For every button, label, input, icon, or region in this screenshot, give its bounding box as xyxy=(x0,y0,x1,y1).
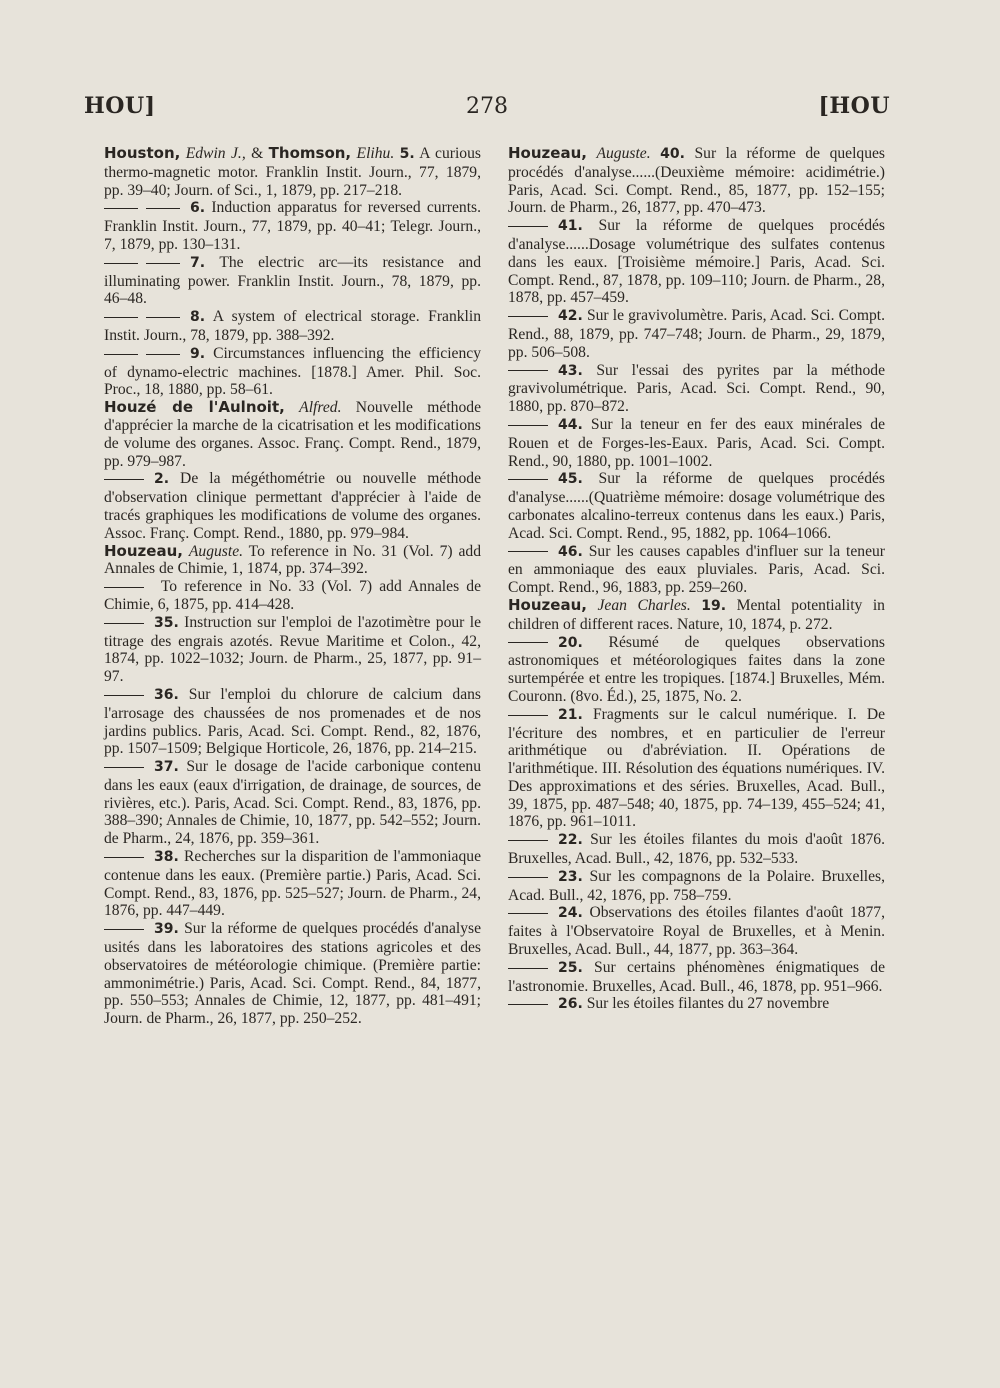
entry-text: Sur le dosage de l'acide carbonique contenu dans les eaux (eaux d'irrigation, de drainage, de sources, de rivières, etc.). Paris, Acad. Sci. Compt. Rend., 83, 1876, pp. 388–390; Annales de Chimie, 10, 1877, pp. 542–552; Journ. de Pharm., 24, 1876, pp. 359–361. xyxy=(104,758,481,848)
entry-text: Résumé de quelques observations astronomiques et météorologiques faites dans la zone surtempérée et entre les tropiques. [1874.] Bruxelles, Mém. Couronn. (8vo. Éd.), 25, 1875, No. 2. xyxy=(508,633,885,705)
author-surname: Houzé de l'Aulnoit, xyxy=(104,398,285,417)
entry-text: Sur les étoiles filantes du mois d'août 1876. Bruxelles, Acad. Bull., 42, 1876, pp. 532–533. xyxy=(508,831,885,868)
entry-number: 9. xyxy=(190,345,206,362)
entry-text: Mental potentiality in children of different races. Nature, 10, 1874, p. 272. xyxy=(508,596,885,633)
ditto-rule xyxy=(104,208,138,209)
running-header xyxy=(84,93,890,133)
ditto-rule xyxy=(146,263,180,264)
coauthor-given-name: Elihu. xyxy=(356,145,395,162)
author-given-name: Auguste. xyxy=(188,542,244,560)
entry-number: 8. xyxy=(190,309,206,326)
entry-text: To reference in No. 33 (Vol. 7) add Annales de Chimie, 6, 1875, pp. 414–428. xyxy=(104,578,481,613)
entry-number: 21. xyxy=(558,706,583,723)
bibliography-entry xyxy=(508,904,885,958)
entry-text: De la mégéthométrie ou nouvelle méthode d'observation clinique permettant d'apprécier à l'aide de tracés graphiques les modifications de volume des organes. Assoc. Franç. Compt. Rend., 1880, pp. 979–984. xyxy=(104,470,481,542)
bibliography-entry xyxy=(104,470,481,542)
ditto-rule xyxy=(508,1004,548,1005)
ditto-rule xyxy=(508,425,548,426)
left-column xyxy=(104,145,481,1028)
bibliography-entry xyxy=(104,254,481,308)
coauthor-surname: Thomson, xyxy=(268,144,352,162)
ditto-rule xyxy=(508,913,548,914)
entry-number: 19. xyxy=(701,597,727,614)
entry-text: Sur les causes capables d'influer sur la teneur en ammoniaque des eaux pluviales. Paris, Acad. Sci. Compt. Rend., 96, 1883, pp. 259–260. xyxy=(508,542,885,597)
entry-text: To reference in No. 31 (Vol. 7) add Annales de Chimie, 1, 1874, pp. 374–392. xyxy=(104,542,482,578)
entry-text: Sur la réforme de quelques procédés d'analyse......(Deuxième mémoire: acidimétrie.) Paris, Acad. Sci. Compt. Rend., 85, 1877, pp. 152–155; Journ. de Pharm., 26, 1877, pp. 470–473. xyxy=(508,145,885,217)
entry-text: Recherches sur la disparition de l'ammoniaque contenue dans les eaux. (Première partie.) Paris, Acad. Sci. Compt. Rend., 83, 1876, pp. 525–527; Journ. de Pharm., 24, 1876, pp. 447–449. xyxy=(104,848,481,920)
entry-text: Sur la teneur en fer des eaux minérales de Rouen et de Forges-les-Eaux. Paris, Acad. Sci. Compt. Rend., 90, 1880, pp. 1001–1002. xyxy=(508,415,885,470)
entry-text: A curious thermo-magnetic motor. Franklin Instit. Journ., 77, 1879, pp. 39–40; Journ. of Sci., 1, 1879, pp. 217–218. xyxy=(104,145,481,199)
entry-number: 46. xyxy=(558,543,583,560)
ditto-rule xyxy=(104,587,144,588)
entry-text: Nouvelle méthode d'apprécier la marche de la cicatrisation et les modifications de volume des organes. Assoc. Franç. Compt. Rend., 1879, pp. 979–987. xyxy=(104,399,481,470)
author-entry xyxy=(104,399,481,470)
entry-number: 38. xyxy=(154,849,179,866)
entry-number: 25. xyxy=(558,959,583,976)
bibliography-entry xyxy=(508,217,885,307)
ditto-rule xyxy=(508,551,548,552)
entry-number: 37. xyxy=(154,759,179,776)
entry-text: A system of electrical storage. Franklin Instit. Journ., 78, 1879, pp. 388–392. xyxy=(104,308,481,344)
entry-number: 42. xyxy=(558,308,583,325)
author-given-name: Alfred. xyxy=(299,399,342,417)
entry-number: 36. xyxy=(154,686,179,703)
ditto-rule xyxy=(146,317,180,318)
ditto-rule xyxy=(146,354,180,355)
ditto-rule xyxy=(104,317,138,318)
entry-text: Observations des étoiles filantes d'août 1877, faites à l'Observatoire Royal de Bruxelles, et à Menin. Bruxelles, Acad. Bull., 44, 1877, pp. 363–364. xyxy=(508,904,885,959)
author-given-name: Auguste. xyxy=(596,145,651,162)
entry-text: Sur certains phénomènes énigmatiques de l'astronomie. Bruxelles, Acad. Bull., 46, 1878, pp. 951–966. xyxy=(508,958,885,995)
bibliography-entry xyxy=(508,470,885,542)
bibliography-entry xyxy=(104,686,481,758)
entry-number: 5. xyxy=(399,146,415,162)
ditto-rule xyxy=(104,767,144,768)
ditto-rule xyxy=(146,208,180,209)
bibliography-entry xyxy=(508,543,885,597)
entry-number: 45. xyxy=(558,471,583,488)
entry-text: Sur le gravivolumètre. Paris, Acad. Sci. Compt. Rend., 88, 1879, pp. 747–748; Journ. de Pharm., 29, 1879, pp. 506–508. xyxy=(508,307,885,361)
entry-number: 40. xyxy=(660,146,685,162)
bibliography-entry xyxy=(104,614,481,686)
bibliography-entry xyxy=(508,706,885,832)
entry-number: 20. xyxy=(558,634,583,651)
entry-number: 43. xyxy=(558,362,583,379)
entry-text: Induction apparatus for reversed currents. Franklin Instit. Journ., 77, 1879, pp. 40–41; Telegr. Journ., 7, 1879, pp. 130–131. xyxy=(104,199,481,253)
entry-number: 35. xyxy=(154,614,179,631)
bibliography-entry xyxy=(104,758,481,848)
author-surname: Houston, xyxy=(104,144,181,162)
entry-number: 6. xyxy=(190,200,206,217)
bibliography-entry xyxy=(508,362,885,416)
bibliography-entry xyxy=(508,959,885,996)
ditto-rule xyxy=(508,877,548,878)
author-surname: Houzeau, xyxy=(104,541,183,560)
ditto-rule xyxy=(508,968,548,969)
ditto-rule xyxy=(104,263,138,264)
right-running-head: [HOU xyxy=(818,93,890,119)
entry-text: Sur la réforme de quelques procédés d'analyse usités dans les laboratoires des stations agricoles et des observatoires de météorologie chimique. (Première partie: ammonimétrie.) Paris, Acad. Sci. Compt. Rend., 84, 1877, pp. 550–553; Annales de Chimie, 12, 1877, pp. 481–491; Journ. de Pharm., 26, 1877, pp. 250–252. xyxy=(104,920,481,1028)
author-given-name: Edwin J., xyxy=(185,145,246,162)
bibliography-entry xyxy=(508,831,885,868)
ditto-rule xyxy=(104,857,144,858)
entry-text: Sur l'emploi du chlorure de calcium dans l'arrosage des chaussées de nos promenades et de nos jardins publics. Paris, Acad. Sci. Compt. Rend., 82, 1876, pp. 1507–1509; Belgique Horticole, 26, 1876, pp. 214–215. xyxy=(104,685,481,758)
ditto-rule xyxy=(104,479,144,480)
entry-text: Instruction sur l'emploi de l'azotimètre pour le titrage des engrais azotés. Revue Maritime et Colon., 42, 1874, pp. 1022–1032; Journ. de Pharm., 25, 1877, pp. 91–97. xyxy=(104,613,481,686)
ditto-rule xyxy=(508,226,548,227)
ditto-rule xyxy=(508,715,548,716)
right-column xyxy=(508,145,885,1014)
entry-text: The electric arc—its resistance and illuminating power. Franklin Instit. Journ., 78, 1879, pp. 46–48. xyxy=(104,253,481,308)
author-surname: Houzeau, xyxy=(508,595,587,614)
entry-text: Sur les étoiles filantes du 27 novembre xyxy=(582,995,830,1013)
bibliography-entry xyxy=(508,868,885,905)
author-entry: Houston, Edwin J., & Thomson, Elihu. 5. A curious thermo-magnetic motor. Franklin Instit. Journ., 77, 1879, pp. 39–40; Journ. of Sci., 1, 1879, pp. 217–218. xyxy=(104,144,481,199)
bibliography-entry xyxy=(508,307,885,361)
entry-text: Sur les compagnons de la Polaire. Bruxelles, Acad. Bull., 42, 1876, pp. 758–759. xyxy=(508,867,885,904)
ditto-rule xyxy=(508,479,548,480)
entry-number: 39. xyxy=(154,921,179,938)
bibliography-entry xyxy=(104,199,481,253)
entry-number: 44. xyxy=(558,416,583,433)
ditto-rule xyxy=(104,623,144,624)
entry-text: Sur la réforme de quelques procédés d'analyse......(Quatrième mémoire: dosage volumétrique des carbonates alcalino-terreux contenus dans les eaux.) Paris, Acad. Sci. Compt. Rend., 95, 1882, pp. 1064–1066. xyxy=(508,470,885,542)
author-entry xyxy=(508,145,885,217)
author-surname: Houzeau, xyxy=(508,144,587,162)
ditto-rule xyxy=(508,316,548,317)
entry-text: Sur la réforme de quelques procédés d'analyse......Dosage volumétrique des sulfates contenus dans les eaux. [Troisième mémoire.] Paris, Acad. Sci. Compt. Rend., 87, 1878, pp. 109–110; Journ. de Pharm., 28, 1878, pp. 457–459. xyxy=(508,217,885,307)
page-number: 278 xyxy=(466,94,508,119)
author-given-name: Jean Charles. xyxy=(597,596,691,614)
entry-number: 41. xyxy=(558,218,583,235)
entry-text: Fragments sur le calcul numérique. I. De l'écriture des nombres, et en particulier de l'erreur arithmétique ou d'abréviation. II. Opérations de l'arithmétique. III. Résolution des équations numériques. IV. Des approximations et des séries. Bruxelles, Acad. Bull., 39, 1875, pp. 487–548; 40, 1875, pp. 74–139, 455–524; 41, 1876, pp. 961–1011. xyxy=(508,705,885,831)
author-entry xyxy=(508,597,885,634)
entry-text: Circumstances influencing the efficiency of dynamo-electric machines. [1878.] Amer. Phil. Soc. Proc., 18, 1880, pp. 58–61. xyxy=(104,344,481,399)
ditto-rule xyxy=(104,929,144,930)
entry-number: 2. xyxy=(154,471,170,488)
left-running-head: HOU] xyxy=(84,93,156,119)
entry-number: 24. xyxy=(558,905,583,922)
bibliography-entry xyxy=(508,634,885,706)
bibliography-entry xyxy=(508,995,885,1014)
ditto-rule xyxy=(104,695,144,696)
bibliography-entry xyxy=(104,308,481,345)
bibliography-entry xyxy=(104,578,481,614)
ditto-rule xyxy=(104,354,138,355)
bibliography-entry xyxy=(104,848,481,920)
entry-text: Sur l'essai des pyrites par la méthode gravivolumétrique. Paris, Acad. Sci. Compt. Rend., 90, 1880, pp. 870–872. xyxy=(508,361,885,416)
bibliography-entry xyxy=(104,345,481,399)
ditto-rule xyxy=(508,840,548,841)
entry-number: 7. xyxy=(190,254,206,271)
entry-number: 23. xyxy=(558,868,583,885)
bibliography-entry xyxy=(508,416,885,470)
bibliography-entry xyxy=(104,920,481,1028)
entry-number: 22. xyxy=(558,832,583,849)
ditto-rule xyxy=(508,370,548,371)
author-entry xyxy=(104,543,481,579)
ditto-rule xyxy=(508,642,548,643)
entry-number: 26. xyxy=(558,996,583,1013)
